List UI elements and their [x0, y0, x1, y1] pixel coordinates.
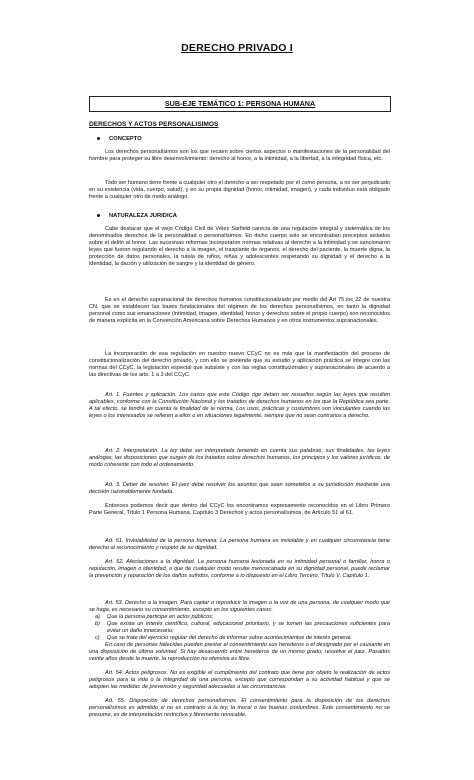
article-54: Art. 54. Actos peligrosos. No es exigible el cumplimiento del contrato que tiene por objeto la realización de actos peligrosos para la vida o la integridad de una persona, excepto que correspondan a su actividad habitual y que se adopten las medidas de prevención y seguridad adecuadas a las circunstancias.: [89, 670, 390, 690]
article-55: Art. 55. Disposición de derechos personalísimos. El consentimiento para la disposición de los derechos personalísimos es admitido si no es contrario a la ley, la moral o las buenas costumbres. Este consentimiento no se presume, es de interpretación restrictiva y libremente revocable.: [89, 698, 390, 718]
list-item-label: c): [95, 634, 100, 641]
article-2: Art. 2. Interpretación. La ley debe ser interpretada teniendo en cuenta sus palabras, sus finalidades, las leyes análogas, las disposiciones que surgen de los tratados sobre derechos humanos, los principios y los valores jurídicos, de modo coherente con todo el ordenamiento.: [89, 448, 390, 468]
article-53: Art. 53. Derecho a la imagen. Para captar o reproducir la imagen o la voz de una persona, de cualquier modo que se haga, es necesario su consentimiento, excepto en los siguientes casos:: [89, 600, 390, 613]
paragraph-1: Los derechos personalísimos son los que recaen sobre ciertos aspectos o manifestaciones de la personalidad del hombre para proteger su libre desenvolvimiento: derecho al honor, a la intimidad, a la libertad, a la integridad física, etc.: [89, 149, 390, 162]
bullet-naturaleza-label: NATURALEZA JURIDICA: [109, 213, 177, 219]
paragraph-4: Es en el derecho supranacional de derechos humanos constitucionalizado por medio del Art 75 inc 22 de nuestra CN, que se establecen las bases fundacionales del régimen de los derechos personalísimos, en tanto la dignidad personal como sus emanaciones (intimidad, imagen, identidad, honor y derechos sobre el propio cuerpo) son reconocidos de manera explícita en la Convención Americana sobre Derechos Humanos y en otros instrumentos supranacionales.: [89, 297, 390, 324]
paragraph-3: Cabe destacar que el viejo Código Civil de Vélez Sarfield carecía de una regulación integral y sistemática de los denominados derechos de la personalidad o personalísimos. En dicho cuerpo solo se encontraban preceptos aislados sobre el delito al honor. Las sucesivas reformas incorporaron normas relativas al derecho a la intimidad y se sancionaron leyes que fueron regulando el derecho a la imagen, el trasplante de órganos, el derecho del paciente, la muerte digna, la protección de datos personales, la tutela de niños, niñas y adolescentes respetando su dignidad y el derecho a la identidad, la dación y utilización de sangre y la identidad de género.: [89, 226, 390, 267]
paragraph-5: La incorporación de esa regulación en nuestro nuevo CCyC no es más que la manifestación del proceso de constitucionalización del derecho privado, y con ello se pretende que su estudio y aplicación práctica se integre con las normas del CCyC, la legislación especial que subsiste y con las reglas constitucionales y supranacionales de acuerdo a las directivas de los arts. 1 a 3 del CCyC.: [89, 351, 390, 378]
bullet-concepto: [97, 136, 142, 142]
document-title: DERECHO PRIVADO I: [181, 42, 293, 54]
list-item: [89, 614, 390, 621]
list-item: [89, 621, 390, 635]
section-heading: DERECHOS Y ACTOS PERSONALISIMOS: [89, 121, 219, 128]
subtitle-box: SUB-EJE TEMÁTICO 1: PERSONA HUMANA: [89, 96, 391, 112]
list-item-text: Que se trate del ejercicio regular del derecho de informar sobre acontecimientos de interés general.: [107, 634, 352, 641]
list-item-text: Que exista un interés científico, cultural, educacional prioritario, y se tomen las precauciones suficientes para evitar un daño innecesario;: [107, 620, 390, 634]
list-item-label: b): [95, 620, 100, 627]
article-51: Art. 51. Inviolabilidad de la persona humana. La persona humana es inviolable y en cualquier circunstancia tiene derecho al reconocimiento y respeto de su dignidad.: [89, 538, 390, 551]
bullet-naturaleza: [97, 213, 177, 219]
article-53-tail: En caso de personas fallecidas pueden prestar el consentimiento sus herederos o el designado por el causante en una disposición de última voluntad. Si hay desacuerdo entre herederos de un mismo grado, resuelve el juez. Pasados veinte años desde la muerte, la reproducción no ofensiva es libre.: [89, 642, 390, 662]
list-item-text: Que la persona participe en actos públicos;: [107, 614, 214, 620]
bullet-dot-icon: [97, 214, 100, 217]
paragraph-2: Todo ser humano tiene frente a cualquier otro el derecho a ser respetado por él como persona, a no ser perjudicado en su existencia (vida, cuerpo, salud), y en su propia dignidad (honor, intimidad, imagen), y cada individuo está obligado frente a cualquier otro de modo análogo.: [89, 180, 390, 200]
article-53-list: [89, 614, 390, 642]
list-item: [89, 635, 390, 642]
article-3: Art. 3. Deber de resolver. El juez debe resolver los asuntos que sean sometidos a su jurisdicción mediante una decisión razonablemente fundada.: [89, 482, 390, 495]
bullet-concepto-label: CONCEPTO: [109, 136, 142, 142]
article-1: Art. 1. Fuentes y aplicación. Los casos que este Código rige deben ser resueltos según las leyes que resulten aplicables, conforme con la Constitución Nacional y los tratados de derechos humanos en los que la República sea parte. A tal efecto, se tendrá en cuenta la finalidad de la norma. Los usos, prácticas y costumbres son vinculantes cuando las leyes o los interesados se refieren a ellos o en situaciones legalmente, siempre que no sean contrarios a derecho.: [89, 392, 390, 419]
paragraph-6: Entonces podemos decir que dentro del CCyC los encontramos expresamente reconocidos en el Libro Primero Parte General, Título 1 Persona Humana, Capítulo 3 Derechos y actos personalísimos, de Artículo 51 al 61.: [89, 503, 390, 516]
bullet-dot-icon: [97, 137, 100, 140]
article-52: Art. 52. Afectaciones a la dignidad. La persona humana lesionada en su intimidad personal o familiar, honra o reputación, imagen o identidad, o que de cualquier modo resulte menoscabada en su dignidad personal, puede reclamar la prevención y reparación de los daños sufridos, conforme a lo dispuesto en el Libro Tercero, Título V, Capítulo 1.: [89, 559, 390, 579]
list-item-label: a): [95, 614, 100, 620]
